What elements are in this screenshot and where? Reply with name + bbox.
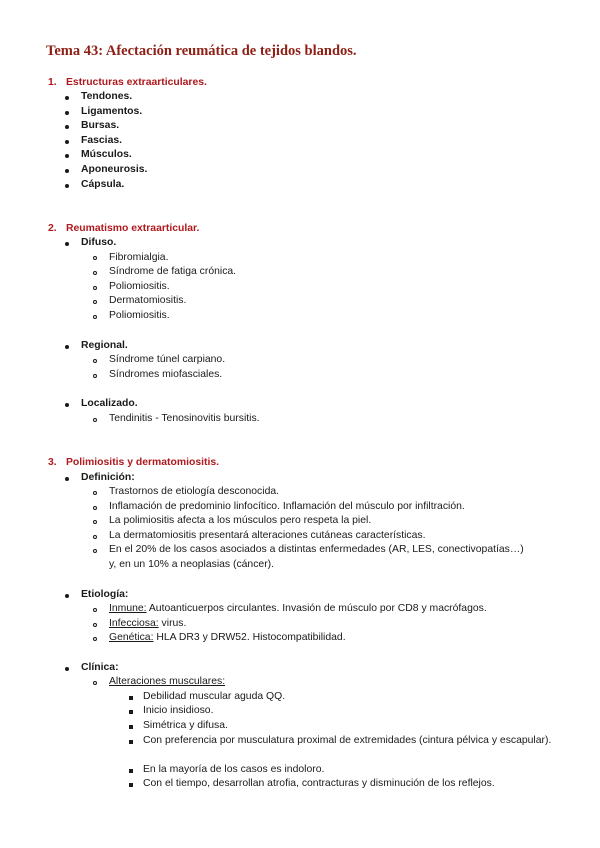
- list-item: En la mayoría de los casos es indoloro.: [143, 764, 325, 775]
- list-item: Inflamación de predominio linfocítico. Inflamación del músculo por infiltración.: [109, 501, 465, 512]
- bullet-ring-icon: [93, 256, 97, 260]
- bullet-ring-icon: [93, 623, 97, 627]
- term-genetica: Genética:: [109, 632, 154, 643]
- bullet-square-icon: [129, 725, 133, 729]
- bullet-dot-icon: [65, 169, 69, 173]
- list-item: Tendinitis - Tenosinovitis bursitis.: [109, 413, 260, 424]
- bullet-dot-icon: [65, 242, 69, 246]
- bullet-dot-icon: [65, 403, 69, 407]
- bullet-dot-icon: [65, 594, 69, 598]
- list-item: Infecciosa: virus.: [109, 618, 187, 629]
- bullet-square-icon: [129, 696, 133, 700]
- bullet-ring-icon: [93, 681, 97, 685]
- bullet-ring-icon: [93, 491, 97, 495]
- list-item: La polimiositis afecta a los músculos pero respeta la piel.: [109, 515, 372, 526]
- section-1-heading: Estructuras extraarticulares.: [66, 77, 207, 88]
- group-label-regional: Regional.: [81, 340, 128, 351]
- bullet-square-icon: [129, 783, 133, 787]
- list-item: Con preferencia por musculatura proximal de extremidades (cintura pélvica y escapular).: [143, 735, 552, 746]
- list-item: Dermatomiositis.: [109, 295, 187, 306]
- bullet-ring-icon: [93, 300, 97, 304]
- section-3-heading: Polimiositis y dermatomiositis.: [66, 457, 220, 468]
- bullet-dot-icon: [65, 154, 69, 158]
- bullet-dot-icon: [65, 96, 69, 100]
- bullet-dot-icon: [65, 140, 69, 144]
- bullet-ring-icon: [93, 506, 97, 510]
- list-item: Con el tiempo, desarrollan atrofia, contracturas y disminución de los reflejos.: [143, 778, 495, 789]
- bullet-dot-icon: [65, 111, 69, 115]
- bullet-ring-icon: [93, 549, 97, 553]
- bullet-dot-icon: [65, 345, 69, 349]
- list-item: Aponeurosis.: [81, 164, 148, 175]
- term-infecciosa: Infecciosa:: [109, 618, 159, 629]
- section-3-number: 3.: [48, 457, 57, 468]
- bullet-dot-icon: [65, 667, 69, 671]
- list-item: Fibromialgia.: [109, 252, 169, 263]
- list-item: Genética: HLA DR3 y DRW52. Histocompatibilidad.: [109, 632, 346, 643]
- list-item: En el 20% de los casos asociados a distintas enfermedades (AR, LES, conectivopatías…): [109, 544, 524, 555]
- section-2-heading: Reumatismo extraarticular.: [66, 223, 200, 234]
- sublabel-alteraciones: Alteraciones musculares:: [109, 676, 226, 687]
- bullet-ring-icon: [93, 520, 97, 524]
- bullet-dot-icon: [65, 125, 69, 129]
- section-2-number: 2.: [48, 223, 57, 234]
- list-item: Trastornos de etiología desconocida.: [109, 486, 280, 497]
- list-item: Ligamentos.: [81, 106, 143, 117]
- page-title: Tema 43: Afectación reumática de tejidos blandos.: [46, 43, 357, 59]
- section-1-number: 1.: [48, 77, 57, 88]
- list-item: Poliomiositis.: [109, 281, 170, 292]
- list-item: Síndrome túnel carpiano.: [109, 354, 226, 365]
- list-item: Tendones.: [81, 91, 133, 102]
- list-item: Debilidad muscular aguda QQ.: [143, 691, 286, 702]
- list-item: Poliomiositis.: [109, 310, 170, 321]
- list-item-continuation: y, en un 10% a neoplasias (cáncer).: [109, 559, 274, 570]
- list-item: Simétrica y difusa.: [143, 720, 228, 731]
- list-item: Síndrome de fatiga crónica.: [109, 266, 237, 277]
- bullet-ring-icon: [93, 637, 97, 641]
- list-item: Inmune: Autoanticuerpos circulantes. Invasión de músculo por CD8 y macrófagos.: [109, 603, 487, 614]
- list-item: Inicio insidioso.: [143, 705, 214, 716]
- list-item: Síndromes miofasciales.: [109, 369, 223, 380]
- list-item: Músculos.: [81, 149, 132, 160]
- group-label-localizado: Localizado.: [81, 398, 138, 409]
- bullet-ring-icon: [93, 315, 97, 319]
- bullet-square-icon: [129, 710, 133, 714]
- bullet-dot-icon: [65, 184, 69, 188]
- term-inmune: Inmune:: [109, 603, 147, 614]
- bullet-ring-icon: [93, 418, 97, 422]
- bullet-ring-icon: [93, 535, 97, 539]
- list-item: Bursas.: [81, 120, 120, 131]
- group-label-etiologia: Etiología:: [81, 589, 129, 600]
- group-label-definicion: Definición:: [81, 472, 135, 483]
- bullet-ring-icon: [93, 286, 97, 290]
- bullet-square-icon: [129, 769, 133, 773]
- bullet-square-icon: [129, 740, 133, 744]
- list-item: Fascias.: [81, 135, 123, 146]
- bullet-ring-icon: [93, 271, 97, 275]
- bullet-ring-icon: [93, 359, 97, 363]
- list-item: Cápsula.: [81, 179, 125, 190]
- bullet-dot-icon: [65, 477, 69, 481]
- bullet-ring-icon: [93, 374, 97, 378]
- group-label-difuso: Difuso.: [81, 237, 117, 248]
- bullet-ring-icon: [93, 608, 97, 612]
- group-label-clinica: Clínica:: [81, 662, 119, 673]
- list-item: La dermatomiositis presentará alteraciones cutáneas características.: [109, 530, 426, 541]
